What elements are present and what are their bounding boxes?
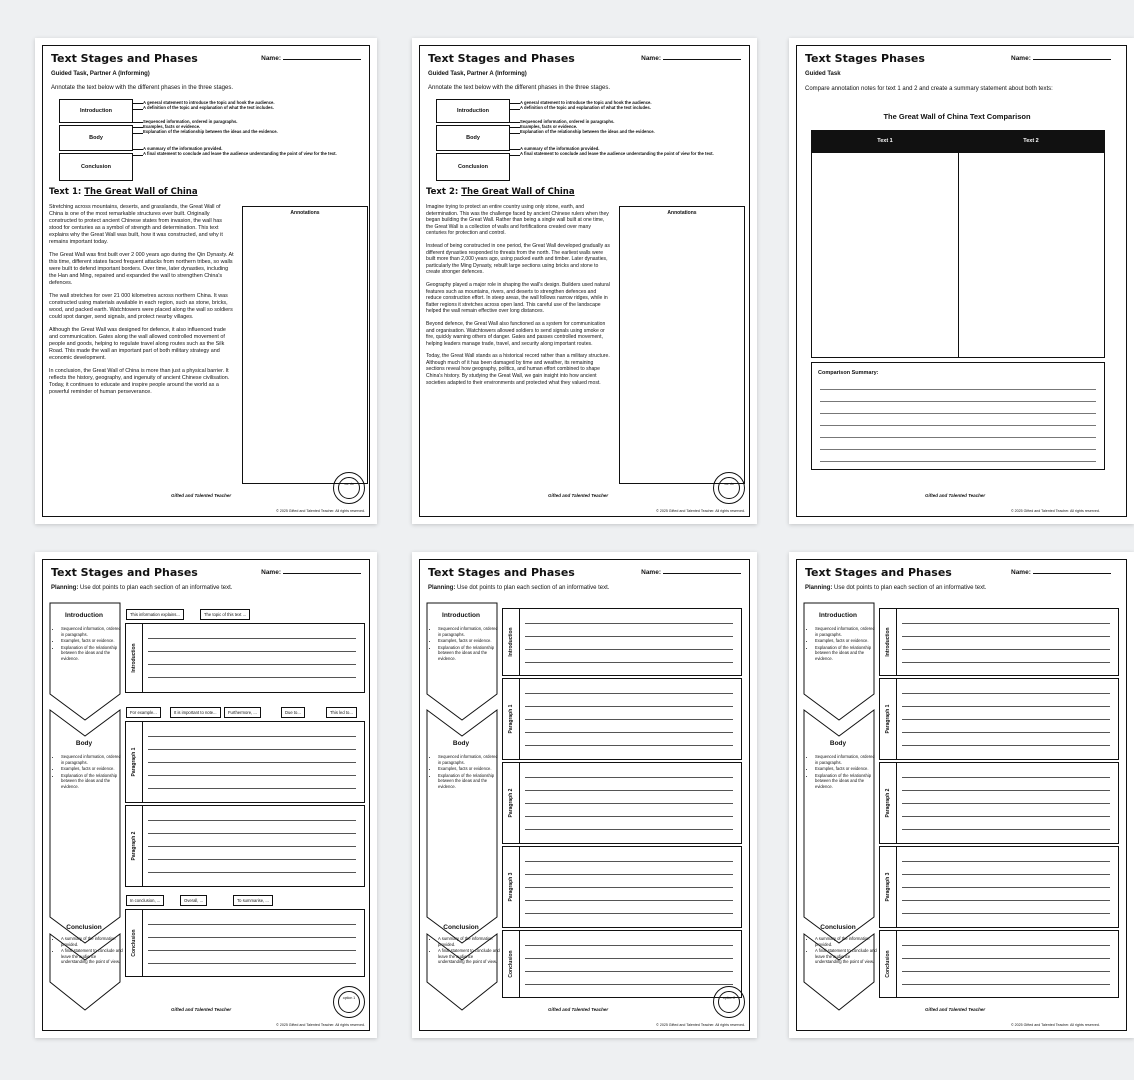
sentence-starter: This led to... — [326, 707, 357, 718]
we-do-badge: we do — [713, 472, 745, 504]
section-paragraph-2[interactable]: Paragraph 2 — [502, 762, 742, 844]
comparison-summary-box[interactable] — [811, 362, 1105, 470]
page-title: Text Stages and Phases — [805, 566, 952, 579]
body-points: • Sequenced information, ordered in paragraphs. • Examples, facts or evidence. • Explanation of the relationship between the ideas and the evidence. — [807, 754, 877, 790]
body-points: • Sequenced information, ordered in paragraphs. • Examples, facts or evidence. • Explanation of the relationship between the ideas and the evidence. — [53, 754, 123, 790]
body-points: • Sequenced information, ordered in paragraphs. • Examples, facts or evidence. • Explanation of the relationship between the ideas and the evidence. — [430, 754, 500, 790]
conclusion-points: • A summary of the information provided. • A final statement to conclude and leave the audience understanding the point of view. — [53, 936, 123, 966]
section-conclusion[interactable]: Conclusion — [125, 909, 365, 977]
section-paragraph-1[interactable]: Paragraph 1 — [502, 678, 742, 760]
stage-introduction: Introduction — [59, 99, 133, 123]
section-paragraph-1[interactable]: Paragraph 1 — [125, 721, 365, 803]
section-conclusion[interactable]: Conclusion — [502, 930, 742, 998]
annotations-box[interactable]: Annotations — [242, 206, 368, 484]
stage-conclusion: Conclusion — [436, 153, 510, 181]
text-heading: Text 1: The Great Wall of China — [49, 187, 198, 197]
sentence-starter: This information explains... — [126, 609, 184, 620]
page-title: Text Stages and Phases — [428, 566, 575, 579]
name-field[interactable]: Name: — [261, 55, 361, 62]
section-paragraph-3[interactable]: Paragraph 3 — [502, 846, 742, 928]
sentence-starter: It is important to note... — [170, 707, 221, 718]
instruction: Planning: Use dot points to plan each section of an informative text. — [428, 585, 610, 591]
text-body: Stretching across mountains, deserts, and grasslands, the Great Wall of China is one of the most remarkable structures ever built. Originally constructed to protect ancient Chinese states from invasion, the wall has stood for centuries as a symbol of strength and determination. This text explains why the Great Wall was built, how it was constructed, and why it remains important today. The Great Wall was first built over 2 000 years ago during the Qin Dynasty. At this time, different states faced frequent attacks from northern tribes, so walls were built to defend important borders. Over time, later dynasties, including the Han and Ming, repaired and expanded the wall to strengthen China's defences. The wall stretches for over 21 000 kilometres across northern China. It was constructed using materials available in each region, such as stone, bricks, wood, and packed earth. Watchtowers were placed along the wall so soldiers could spot danger, send signals, and protect nearby villages. Although the Great Wall was designed for defence, it also influenced trade and communication. Gates along the wall allowed controlled movement of people and goods, helping to regulate travel along routes such as the Silk Road. This made the wall an important part of both military strategy and economic development. In conclusion, the Great Wall of China is more than just a physical barrier. It reflects the history, geography, and ingenuity of ancient Chinese civilisation. Today, it continues to educate and inspire people around the world as a powerful reminder of human perseverance. — [49, 204, 234, 395]
comparison-table — [811, 130, 1105, 358]
section-conclusion[interactable]: Conclusion — [879, 930, 1119, 998]
copyright: © 2025 Gifted and Talented Teacher. All rights reserved. — [656, 509, 745, 513]
intro-title: Introduction — [819, 612, 857, 619]
text-body: Imagine trying to protect an entire country using only stone, earth, and determination. This was the challenge faced by ancient Chinese rulers when they began building the Great Wall. Rather than being a single wall built at one time, the Great Wall is a collection of walls and fortifications created over many centuries for protection and control. Instead of being constructed in one period, the Great Wall developed gradually as different dynasties responded to threats from the north. The earliest walls were built more than 2,000 years ago, using packed earth and timber. Later dynasties, particularly the Ming Dynasty, rebuilt large sections using bricks and stone to create stronger defences. Geography played a major role in shaping the wall's design. Builders used natural features such as mountains, rivers, and deserts to strengthen defences and reduce construction effort. In steep areas, the wall follows narrow ridges, while in flatter regions it stretches across open land. This careful use of the landscape helped the wall remain effective over long distances. Beyond defence, the Great Wall also functioned as a system for communication and organisation. Watchtowers allowed soldiers to send signals using smoke or fire, quickly warning others of danger. Gates and passes controlled movement, helping leaders manage trade, travel, and security along important routes. Today, the Great Wall stands as a historical record rather than a military structure. Although much of it has been damaged by time and weather, its remaining sections reveal how geography, politics, and human effort combined to shape China's history. By studying the Great Wall, we gain insight into how ancient societies adapted to their environments and protected what they valued most. — [426, 204, 610, 386]
sentence-starter: The topic of this text ... — [200, 609, 250, 620]
instruction: Annotate the text below with the different phases in the three stages. — [428, 85, 611, 91]
name-field[interactable]: Name: — [1011, 55, 1111, 62]
concl-desc: A summary of the information provided. A final statement to conclude and leave the audience understanding the point of view for the text. — [520, 146, 714, 156]
section-introduction[interactable]: Introduction — [879, 608, 1119, 676]
summary-label: Comparison Summary: — [818, 370, 879, 376]
page-title: Text Stages and Phases — [51, 566, 198, 579]
brand-logo: Gifted and Talented Teacher — [925, 1007, 986, 1012]
copyright: © 2025 Gifted and Talented Teacher. All rights reserved. — [1011, 509, 1100, 513]
stage-conclusion: Conclusion — [59, 153, 133, 181]
text-heading: Text 2: The Great Wall of China — [426, 187, 575, 197]
sentence-starter: To summarise, ... — [233, 895, 273, 906]
page-title: Text Stages and Phases — [51, 52, 198, 65]
sentence-starter: For example... — [126, 707, 161, 718]
page-title: Text Stages Phases — [805, 52, 925, 65]
section-paragraph-2[interactable]: Paragraph 2 — [125, 805, 365, 887]
planning-page-option-2-copy — [789, 552, 1134, 1038]
intro-title: Introduction — [65, 612, 103, 619]
stage-body: Body — [59, 125, 133, 151]
body-desc: Sequenced information, ordered in paragraphs. Examples, facts or evidence. Explanation of the relationship between the ideas and the evidence. — [143, 119, 278, 134]
conclusion-title: Conclusion — [66, 924, 102, 931]
stage-body: Body — [436, 125, 510, 151]
worksheet-page-2 — [412, 38, 757, 524]
planning-page-option-2 — [412, 552, 757, 1038]
table-title: The Great Wall of China Text Comparison — [883, 112, 1031, 121]
brand-logo: Gifted and Talented Teacher — [925, 493, 986, 498]
sentence-starter: Furthermore, ... — [224, 707, 261, 718]
conclusion-points: • A summary of the information provided. • A final statement to conclude and leave the audience understanding the point of view. — [430, 936, 500, 966]
copyright: © 2025 Gifted and Talented Teacher. All rights reserved. — [656, 1023, 745, 1027]
col-text-1: Text 1 — [877, 138, 893, 144]
intro-desc: A general statement to introduce the topic and hook the audience. A definition of the topic and explanation of what the text includes. — [143, 100, 275, 110]
stages-diagram — [436, 99, 510, 183]
annotations-box[interactable]: Annotations — [619, 206, 745, 484]
intro-desc: A general statement to introduce the topic and hook the audience. A definition of the topic and explanation of what the text includes. — [520, 100, 652, 110]
brand-logo: Gifted and Talented Teacher — [171, 493, 232, 498]
we-do-badge: we do — [333, 472, 365, 504]
section-paragraph-1[interactable]: Paragraph 1 — [879, 678, 1119, 760]
brand-logo: Gifted and Talented Teacher — [171, 1007, 232, 1012]
name-field[interactable]: Name: — [1011, 569, 1111, 576]
worksheet-page-3 — [789, 38, 1134, 524]
section-introduction[interactable]: Introduction — [125, 623, 365, 693]
brand-logo: Gifted and Talented Teacher — [548, 493, 609, 498]
brand-logo: Gifted and Talented Teacher — [548, 1007, 609, 1012]
copyright: © 2025 Gifted and Talented Teacher. All rights reserved. — [1011, 1023, 1100, 1027]
intro-points: • Sequenced information, ordered in paragraphs. • Examples, facts or evidence. • Explanation of the relationship between the ideas and the evidence. — [53, 626, 123, 662]
worksheet-page-1 — [35, 38, 377, 524]
planning-page-option-1 — [35, 552, 377, 1038]
section-introduction[interactable]: Introduction — [502, 608, 742, 676]
body-title: Body — [75, 740, 93, 747]
section-paragraph-3[interactable]: Paragraph 3 — [879, 846, 1119, 928]
body-desc: Sequenced information, ordered in paragraphs. Examples, facts or evidence. Explanation of the relationship between the ideas and the evidence. — [520, 119, 655, 134]
intro-points: • Sequenced information, ordered in paragraphs. • Examples, facts or evidence. • Explanation of the relationship between the ideas and the evidence. — [430, 626, 500, 662]
section-paragraph-2[interactable]: Paragraph 2 — [879, 762, 1119, 844]
sentence-starter: Overall, ... — [180, 895, 207, 906]
body-title: Body — [452, 740, 470, 747]
instruction: Compare annotation notes for text 1 and 2 and create a summary statement about both texts: — [805, 86, 1053, 92]
intro-title: Introduction — [442, 612, 480, 619]
page-subtitle: Guided Task, Partner A (Informing) — [428, 71, 527, 77]
name-field[interactable]: Name: — [641, 569, 741, 576]
col-text-2: Text 2 — [1023, 138, 1039, 144]
body-title: Body — [829, 740, 847, 747]
name-field[interactable]: Name: — [641, 55, 741, 62]
page-subtitle: Guided Task, Partner A (Informing) — [51, 71, 150, 77]
conclusion-title: Conclusion — [820, 924, 856, 931]
stage-introduction: Introduction — [436, 99, 510, 123]
instruction: Annotate the text below with the different phases in the three stages. — [51, 85, 234, 91]
instruction: Planning: Use dot points to plan each section of an informative text. — [51, 585, 233, 591]
page-title: Text Stages and Phases — [428, 52, 575, 65]
sentence-starter: Due to... — [281, 707, 305, 718]
name-field[interactable]: Name: — [261, 569, 361, 576]
instruction: Planning: Use dot points to plan each section of an informative text. — [805, 585, 987, 591]
option-1-badge: option 1 — [333, 986, 365, 1018]
concl-desc: A summary of the information provided. A final statement to conclude and leave the audience understanding the point of view for the text. — [143, 146, 337, 156]
stages-diagram — [59, 99, 133, 183]
intro-points: • Sequenced information, ordered in paragraphs. • Examples, facts or evidence. • Explanation of the relationship between the ideas and the evidence. — [807, 626, 877, 662]
option-2-badge: option 2 — [713, 986, 745, 1018]
sentence-starter: In conclusion, ... — [126, 895, 164, 906]
copyright: © 2025 Gifted and Talented Teacher. All rights reserved. — [276, 1023, 365, 1027]
copyright: © 2025 Gifted and Talented Teacher. All rights reserved. — [276, 509, 365, 513]
conclusion-points: • A summary of the information provided. • A final statement to conclude and leave the audience understanding the point of view. — [807, 936, 877, 966]
conclusion-title: Conclusion — [443, 924, 479, 931]
page-subtitle: Guided Task — [805, 71, 841, 77]
